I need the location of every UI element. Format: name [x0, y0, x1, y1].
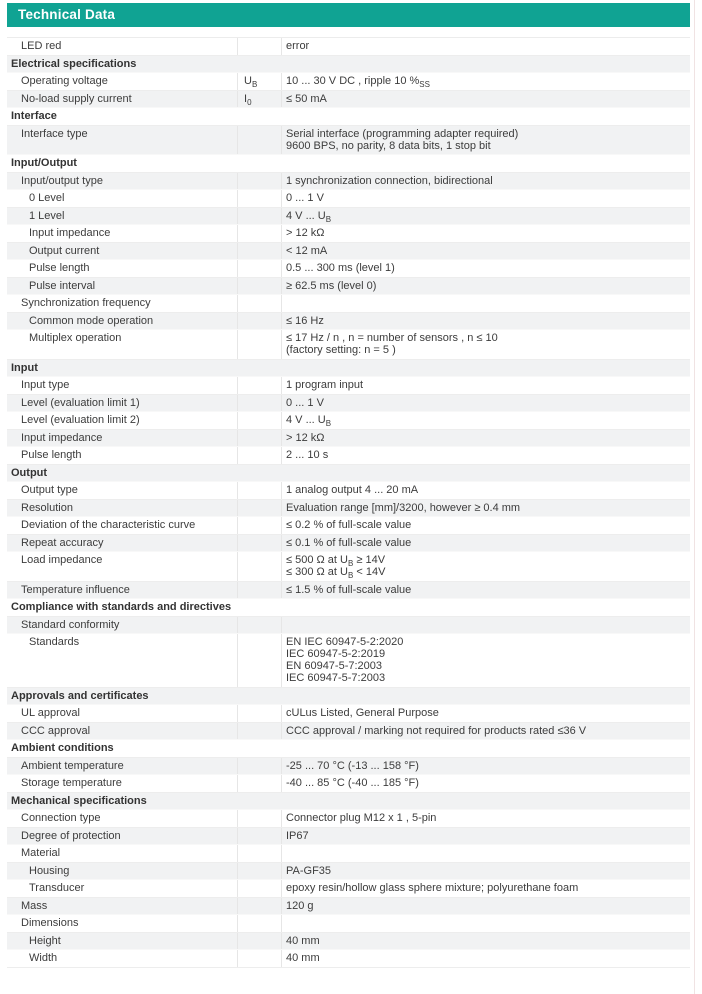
section-header-row [7, 465, 690, 483]
spec-value-line: 10 ... 30 V DC , ripple 10 $\%_{SS}$ [286, 75, 430, 90]
spec-label: Transducer [29, 882, 85, 895]
spec-value-line: 120 g [286, 899, 314, 912]
spec-value-line: ≥ 62.5 ms (level 0) [286, 279, 377, 292]
spec-symbol [237, 898, 281, 915]
spec-label: CCC approval [21, 724, 91, 737]
spec-table [7, 37, 690, 968]
spec-value-line: ≤ 17 Hz / n , n = number of sensors , n ≤ 10 [286, 332, 498, 345]
spec-symbol [237, 828, 281, 845]
spec-value-line: Connector plug M12 x 1 , 5-pin [286, 812, 437, 825]
spec-value-line: cULus Listed, General Purpose [286, 707, 439, 720]
spec-symbol [237, 225, 281, 242]
spec-value [281, 260, 690, 277]
spec-symbol [237, 173, 281, 190]
technical-data-header: Technical Data [7, 3, 690, 27]
spec-row [7, 313, 690, 331]
spec-value-line: 1 analog output 4 ... 20 mA [286, 484, 419, 497]
section-title: Input/Output [11, 157, 77, 170]
spec-label: Degree of protection [21, 829, 121, 842]
section-header-row [7, 155, 690, 173]
spec-label: Synchronization frequency [21, 297, 151, 310]
spec-symbol: $U_B$ [237, 73, 281, 90]
spec-row [7, 723, 690, 741]
spec-symbol [237, 915, 281, 932]
spec-label: Interface type [21, 127, 88, 140]
spec-value [281, 828, 690, 845]
spec-row [7, 126, 690, 156]
spec-value-line: IP67 [286, 829, 309, 842]
section-title: Approvals and certificates [11, 689, 149, 702]
spec-label: Input type [21, 379, 70, 392]
spec-symbol [237, 377, 281, 394]
spec-row [7, 863, 690, 881]
spec-label: Input impedance [21, 431, 103, 444]
spec-value-line: 0.5 ... 300 ms (level 1) [286, 262, 395, 275]
spec-row [7, 91, 690, 109]
spec-label: Standard conformity [21, 618, 120, 631]
spec-value-line: 4 V ... $U_B$ [286, 209, 332, 224]
spec-value [281, 517, 690, 534]
section-title: Output [11, 466, 48, 479]
spec-symbol [237, 950, 281, 967]
spec-symbol [237, 482, 281, 499]
spec-row [7, 810, 690, 828]
spec-value-line: EN IEC 60947-5-2:2020 [286, 636, 404, 649]
spec-value [281, 898, 690, 915]
spec-value-line: EN 60947-5-7:2003 [286, 660, 383, 673]
spec-symbol [237, 243, 281, 260]
spec-value [281, 950, 690, 967]
spec-row [7, 500, 690, 518]
spec-row [7, 898, 690, 916]
spec-row [7, 295, 690, 313]
spec-row [7, 617, 690, 635]
spec-symbol [237, 500, 281, 517]
spec-value-line: 4 V ... $U_B$ [286, 414, 332, 429]
spec-value-line: (factory setting: n = 5 ) [286, 344, 396, 357]
spec-value-line: 1 synchronization connection, bidirectional [286, 174, 493, 187]
spec-label: 1 Level [29, 209, 65, 222]
spec-row [7, 705, 690, 723]
spec-value-line: 40 mm [286, 952, 320, 965]
spec-symbol [237, 412, 281, 429]
spec-label: Connection type [21, 812, 101, 825]
section-header-row [7, 793, 690, 811]
spec-value [281, 723, 690, 740]
spec-label: Resolution [21, 501, 73, 514]
spec-symbol [237, 447, 281, 464]
spec-symbol [237, 810, 281, 827]
spec-symbol [237, 634, 281, 687]
spec-row [7, 330, 690, 360]
spec-value [281, 582, 690, 599]
section-header-row [7, 360, 690, 378]
spec-symbol [237, 582, 281, 599]
spec-value [281, 500, 690, 517]
spec-value-line: < 12 mA [286, 244, 328, 257]
spec-symbol [237, 208, 281, 225]
spec-label: Ambient temperature [21, 759, 124, 772]
spec-value [281, 91, 690, 108]
section-header-row [7, 740, 690, 758]
spec-value-line: ≤ 0.1 % of full-scale value [286, 536, 412, 549]
spec-value [281, 552, 690, 581]
spec-label: Dimensions [21, 917, 79, 930]
spec-value-line: -25 ... 70 °C (-13 ... 158 °F) [286, 759, 419, 772]
spec-value [281, 173, 690, 190]
spec-value [281, 243, 690, 260]
spec-label: Level (evaluation limit 2) [21, 414, 140, 427]
spec-symbol [237, 190, 281, 207]
spec-symbol [237, 775, 281, 792]
spec-symbol [237, 260, 281, 277]
spec-value-line: 9600 BPS, no parity, 8 data bits, 1 stop bit [286, 139, 491, 152]
spec-value [281, 810, 690, 827]
spec-value [281, 313, 690, 330]
spec-label: Storage temperature [21, 777, 122, 790]
spec-label: Input/output type [21, 174, 103, 187]
spec-value-line: CCC approval / marking not required for products rated ≤36 V [286, 724, 587, 737]
spec-value-line: ≤ 1.5 % of full-scale value [286, 583, 412, 596]
spec-row [7, 395, 690, 413]
spec-value-line: ≤ 0.2 % of full-scale value [286, 519, 412, 532]
spec-symbol [237, 845, 281, 862]
spec-row [7, 73, 690, 91]
spec-value-line: ≤ 16 Hz [286, 314, 324, 327]
spec-row [7, 260, 690, 278]
spec-value [281, 377, 690, 394]
section-title: Interface [11, 110, 57, 123]
spec-label: Standards [29, 636, 80, 649]
spec-value-line: error [286, 40, 310, 53]
spec-value [281, 915, 690, 932]
spec-row [7, 880, 690, 898]
spec-value [281, 705, 690, 722]
spec-value [281, 430, 690, 447]
spec-row [7, 447, 690, 465]
spec-label: Width [29, 952, 58, 965]
spec-label: Height [29, 934, 61, 947]
spec-value [281, 880, 690, 897]
spec-value [281, 208, 690, 225]
spec-symbol [237, 723, 281, 740]
spec-symbol [237, 330, 281, 359]
section-title: Input [11, 361, 38, 374]
page-edge-divider [694, 0, 695, 994]
spec-symbol [237, 278, 281, 295]
spec-symbol [237, 758, 281, 775]
spec-value [281, 38, 690, 55]
spec-value-line: IEC 60947-5-7:2003 [286, 672, 386, 685]
spec-label: Pulse length [21, 449, 82, 462]
spec-symbol [237, 517, 281, 534]
spec-label: Operating voltage [21, 75, 108, 88]
spec-symbol [237, 552, 281, 581]
spec-label: Common mode operation [29, 314, 154, 327]
spec-value-line: 40 mm [286, 934, 320, 947]
section-header-row [7, 688, 690, 706]
section-title: Compliance with standards and directives [11, 601, 232, 614]
spec-symbol [237, 863, 281, 880]
spec-value-line: > 12 kΩ [286, 431, 325, 444]
spec-row [7, 190, 690, 208]
spec-value [281, 617, 690, 634]
spec-value [281, 758, 690, 775]
spec-label: Input impedance [29, 227, 111, 240]
spec-label: Level (evaluation limit 1) [21, 396, 140, 409]
spec-value [281, 73, 690, 90]
spec-row [7, 482, 690, 500]
spec-symbol [237, 880, 281, 897]
spec-value [281, 278, 690, 295]
spec-label: UL approval [21, 707, 80, 720]
spec-value-line: ≤ 300 Ω at $U_B < 14V$ [286, 566, 386, 581]
spec-row [7, 412, 690, 430]
spec-label: Output type [21, 484, 78, 497]
spec-symbol [237, 38, 281, 55]
spec-label: Pulse length [29, 262, 90, 275]
spec-row [7, 915, 690, 933]
spec-value-line: epoxy resin/hollow glass sphere mixture; polyurethane foam [286, 882, 579, 895]
spec-row [7, 243, 690, 261]
spec-row [7, 552, 690, 582]
spec-row [7, 430, 690, 448]
spec-row [7, 377, 690, 395]
spec-row [7, 758, 690, 776]
spec-label: Output current [29, 244, 100, 257]
spec-value [281, 412, 690, 429]
spec-row [7, 845, 690, 863]
spec-label: LED red [21, 40, 62, 53]
spec-symbol [237, 295, 281, 312]
spec-label: 0 Level [29, 192, 65, 205]
spec-value-line: ≤ 500 Ω at $U_B \ge 14V$ [286, 554, 386, 569]
spec-label: Multiplex operation [29, 332, 122, 345]
spec-label: Housing [29, 864, 70, 877]
spec-label: Deviation of the characteristic curve [21, 519, 196, 532]
spec-value-line: IEC 60947-5-2:2019 [286, 648, 386, 661]
spec-value [281, 447, 690, 464]
spec-value [281, 863, 690, 880]
spec-symbol [237, 126, 281, 155]
spec-value-line: Serial interface (programming adapter required) [286, 127, 519, 140]
spec-row [7, 38, 690, 56]
spec-row [7, 517, 690, 535]
spec-label: Load impedance [21, 554, 103, 567]
spec-label: Pulse interval [29, 279, 96, 292]
spec-value-line: > 12 kΩ [286, 227, 325, 240]
spec-value [281, 295, 690, 312]
section-title: Electrical specifications [11, 57, 137, 70]
section-header-row [7, 56, 690, 74]
spec-value [281, 330, 690, 359]
spec-value-line: -40 ... 85 °C (-40 ... 185 °F) [286, 777, 419, 790]
spec-value [281, 126, 690, 155]
spec-value [281, 775, 690, 792]
spec-row [7, 173, 690, 191]
section-header-row [7, 108, 690, 126]
spec-label: Repeat accuracy [21, 536, 104, 549]
spec-value-line: 0 ... 1 V [286, 396, 324, 409]
spec-value-line: 1 program input [286, 379, 364, 392]
spec-symbol [237, 535, 281, 552]
spec-row [7, 775, 690, 793]
spec-row [7, 828, 690, 846]
section-title: Ambient conditions [11, 742, 114, 755]
spec-value [281, 225, 690, 242]
spec-symbol [237, 933, 281, 950]
spec-value-line: 2 ... 10 s [286, 449, 329, 462]
spec-label: Temperature influence [21, 583, 130, 596]
spec-symbol [237, 617, 281, 634]
spec-value [281, 395, 690, 412]
spec-symbol: $I_0$ [237, 91, 281, 108]
spec-value [281, 482, 690, 499]
spec-value [281, 535, 690, 552]
spec-symbol [237, 313, 281, 330]
spec-row [7, 225, 690, 243]
spec-value [281, 933, 690, 950]
spec-label: Mass [21, 899, 48, 912]
spec-row [7, 535, 690, 553]
spec-row [7, 950, 690, 968]
spec-value [281, 634, 690, 687]
spec-symbol [237, 705, 281, 722]
spec-row [7, 582, 690, 600]
spec-value-line: PA-GF35 [286, 864, 332, 877]
spec-value [281, 190, 690, 207]
spec-value-line: 0 ... 1 V [286, 192, 324, 205]
section-title: Mechanical specifications [11, 794, 147, 807]
spec-value-line: ≤ 50 mA [286, 92, 327, 105]
spec-row [7, 933, 690, 951]
spec-symbol [237, 395, 281, 412]
spec-label: No-load supply current [21, 92, 132, 105]
spec-row [7, 278, 690, 296]
spec-symbol [237, 430, 281, 447]
spec-label: Material [21, 847, 61, 860]
spec-value [281, 845, 690, 862]
spec-row [7, 208, 690, 226]
spec-row [7, 634, 690, 688]
spec-value-line: Evaluation range [mm]/3200, however ≥ 0.4 mm [286, 501, 521, 514]
section-header-row [7, 599, 690, 617]
